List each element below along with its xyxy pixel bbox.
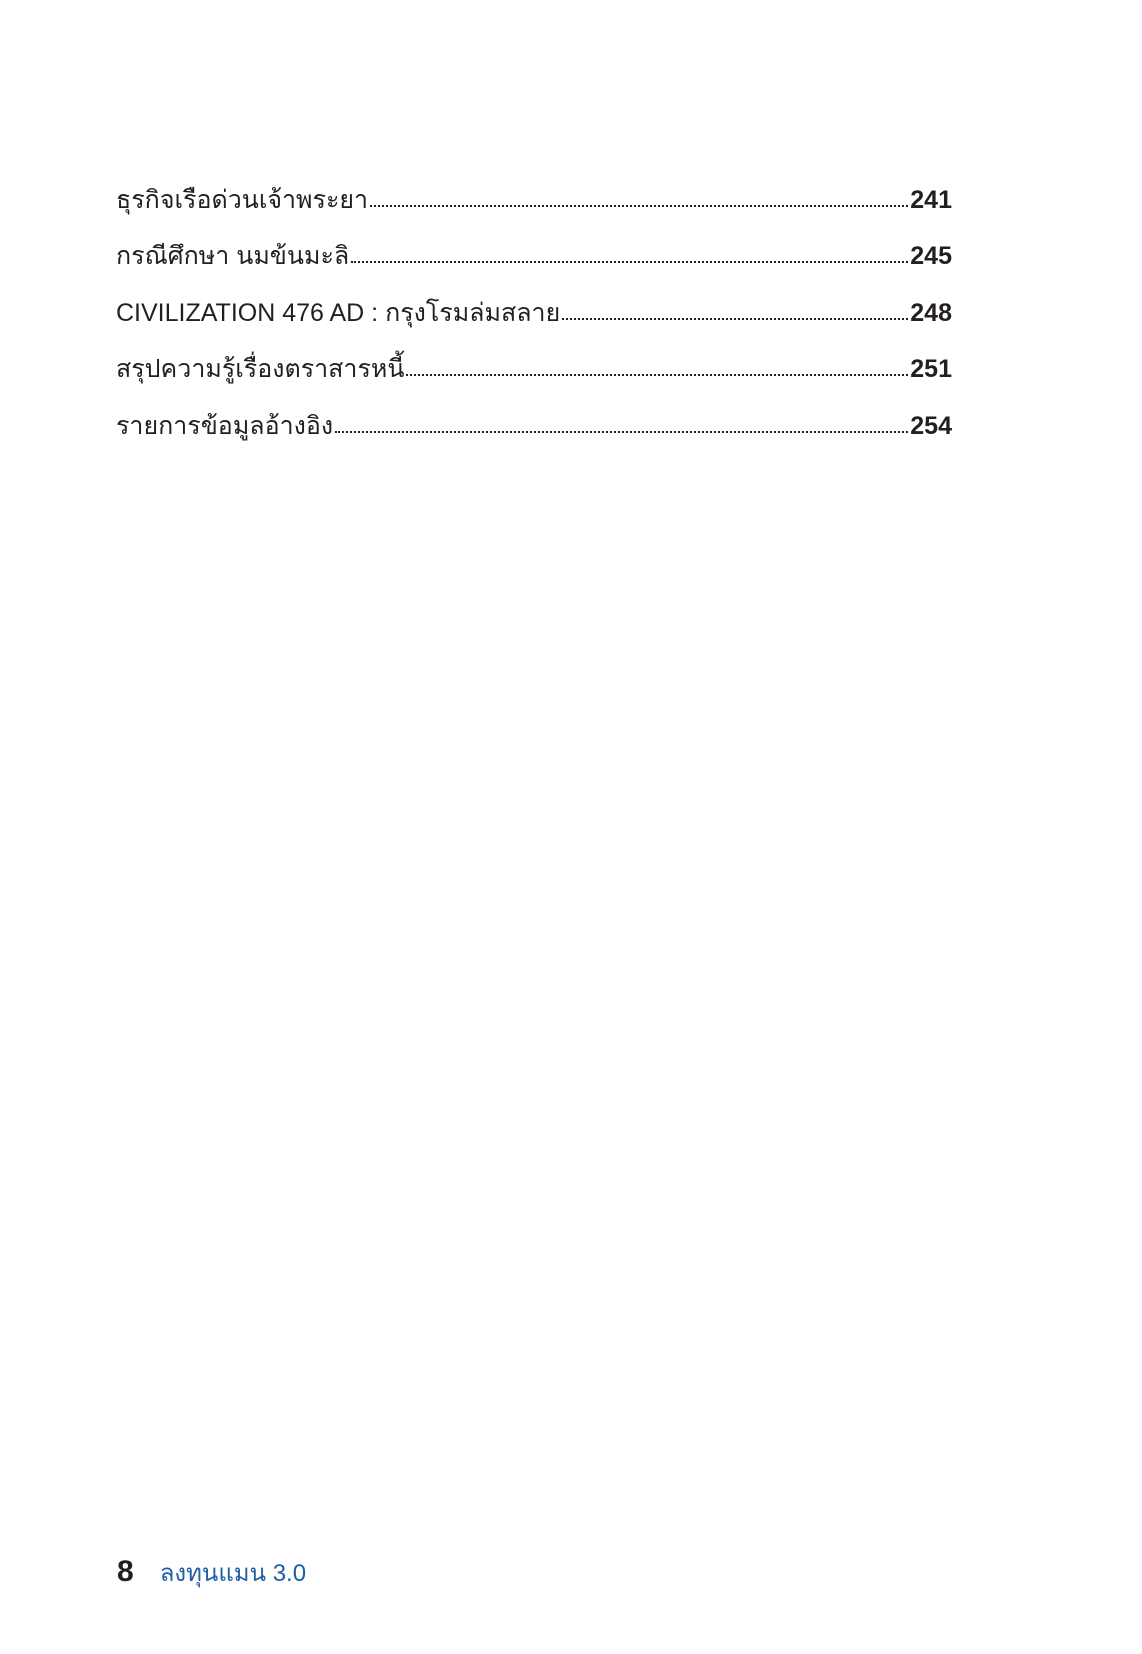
toc-entry[interactable]: [116, 213, 952, 270]
table-of-contents: [116, 156, 952, 439]
toc-entry-page: 245: [910, 242, 952, 270]
toc-entry[interactable]: [116, 326, 952, 383]
toc-entry-title: รายการข้อมูลอ้างอิง: [116, 411, 334, 440]
toc-dot-leader: [351, 261, 908, 263]
toc-dot-leader: [562, 318, 908, 320]
page-footer: [117, 1553, 306, 1592]
toc-entry-page: 254: [910, 411, 952, 440]
toc-entry-title: ธุรกิจเรือด่วนเจ้าพระยา: [116, 185, 369, 214]
toc-dot-leader: [335, 431, 908, 433]
toc-dot-leader: [406, 374, 908, 376]
toc-entry-page: 248: [910, 298, 952, 327]
toc-entry-title: กรณีศึกษา นมข้นมะลิ: [116, 242, 350, 270]
page-number: 8: [117, 1555, 134, 1588]
toc-entry-page: 241: [910, 185, 952, 214]
toc-entry-page: 251: [910, 355, 952, 383]
book-title: ลงทุนแมน 3.0: [159, 1560, 307, 1587]
toc-dot-leader: [370, 205, 908, 207]
toc-entry-title: CIVILIZATION 476 AD : กรุงโรมล่มสลาย: [116, 298, 561, 327]
toc-entry[interactable]: [116, 269, 952, 326]
toc-entry-title: สรุปความรู้เรื่องตราสารหนี้: [116, 355, 405, 383]
toc-entry[interactable]: [116, 382, 952, 439]
toc-entry[interactable]: [116, 156, 952, 213]
